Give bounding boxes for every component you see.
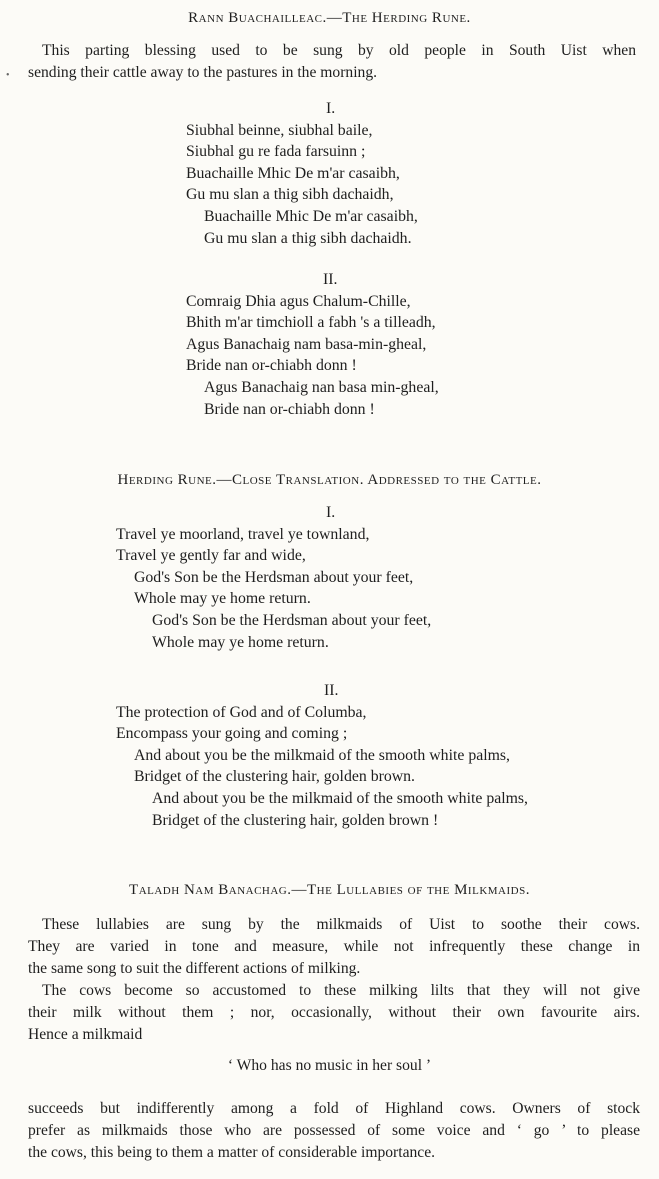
section1-title: Rann Buachailleac.—The Herding Rune. — [188, 10, 471, 26]
verse-line: Bridget of the clustering hair, golden brown. — [134, 768, 416, 786]
verse-line: Siubhal beinne, siubhal baile, — [186, 121, 373, 139]
section1-stanza1 — [186, 98, 486, 249]
verse-line: Agus Banachaig nan basa min-gheal, — [204, 378, 439, 396]
section3-title: Taladh Nam Banachag.—The Lullabies of the Milkmaids. — [129, 882, 530, 898]
text-line: The cows become so accustomed to these milking lilts that they will not give — [42, 982, 640, 999]
verse-line: Bride nan or-chiabh donn ! — [204, 400, 375, 418]
quotation: ‘ Who has no music in her soul ’ — [227, 1057, 432, 1074]
section2-title: Herding Rune.—Close Translation. Addressed to the Cattle. — [117, 472, 542, 488]
text-line: Hence a milkmaid — [28, 1026, 143, 1043]
stanza-numeral: I. — [326, 504, 336, 521]
verse-line: Bridget of the clustering hair, golden brown ! — [152, 811, 439, 829]
section3-paragraph1 — [28, 914, 640, 980]
stanza-numeral: II. — [323, 271, 338, 288]
section3-paragraph3 — [28, 1098, 640, 1164]
section2-stanza2 — [116, 680, 646, 831]
verse-line: Encompass your going and coming ; — [116, 725, 348, 743]
text-line: the same song to suit the different actions of milking. — [28, 960, 361, 977]
verse-line: The protection of God and of Columba, — [116, 703, 367, 721]
section3-paragraph2 — [28, 980, 640, 1046]
text-line: the cows, this being to them a matter of considerable importance. — [28, 1144, 436, 1161]
section2-stanza1 — [116, 502, 576, 653]
text-line: They are varied in tone and measure, while not infrequently these change in — [28, 938, 640, 955]
verse-line: Comraig Dhia agus Chalum-Chille, — [186, 292, 411, 310]
verse-line: God's Son be the Herdsman about your feet, — [152, 611, 432, 629]
stanza-numeral: I. — [326, 100, 336, 117]
verse-line: Siubhal gu re fada farsuinn ; — [186, 143, 366, 161]
verse-line: Gu mu slan a thig sibh dachaidh. — [204, 229, 412, 247]
stanza-numeral: II. — [324, 682, 339, 699]
verse-line: Buachaille Mhic De m'ar casaibh, — [186, 164, 400, 182]
verse-line: Buachaille Mhic De m'ar casaibh, — [204, 207, 418, 225]
verse-line: Gu mu slan a thig sibh dachaidh, — [186, 186, 394, 204]
section1-intro — [28, 40, 636, 84]
text-line: succeeds but indifferently among a fold of Highland cows. Owners of stock — [28, 1100, 640, 1117]
section1-stanza2 — [186, 269, 526, 420]
text-line: sending their cattle away to the pastures in the morning. — [28, 64, 378, 81]
verse-line: And about you be the milkmaid of the smooth white palms, — [134, 746, 511, 764]
verse-line: Agus Banachaig nam basa-min-gheal, — [186, 335, 427, 353]
verse-line: And about you be the milkmaid of the smooth white palms, — [152, 789, 529, 807]
verse-line: Travel ye gently far and wide, — [116, 547, 306, 565]
verse-line: Travel ye moorland, travel ye townland, — [116, 525, 370, 543]
text-line: their milk without them ; nor, occasionally, without their own favourite airs. — [28, 1004, 640, 1021]
verse-line: Whole may ye home return. — [152, 633, 329, 651]
text-line: This parting blessing used to be sung by old people in South Uist when — [42, 42, 636, 59]
verse-line: Whole may ye home return. — [134, 590, 311, 608]
margin-mark: • — [6, 70, 10, 81]
text-line: prefer as milkmaids those who are possessed of some voice and ‘ go ’ to please — [28, 1122, 640, 1139]
verse-line: God's Son be the Herdsman about your feet, — [134, 568, 414, 586]
verse-line: Bride nan or-chiabh donn ! — [186, 357, 357, 375]
verse-line: Bhith m'ar timchioll a fabh 's a tilleadh, — [186, 314, 436, 332]
text-line: These lullabies are sung by the milkmaids of Uist to soothe their cows. — [42, 916, 640, 933]
